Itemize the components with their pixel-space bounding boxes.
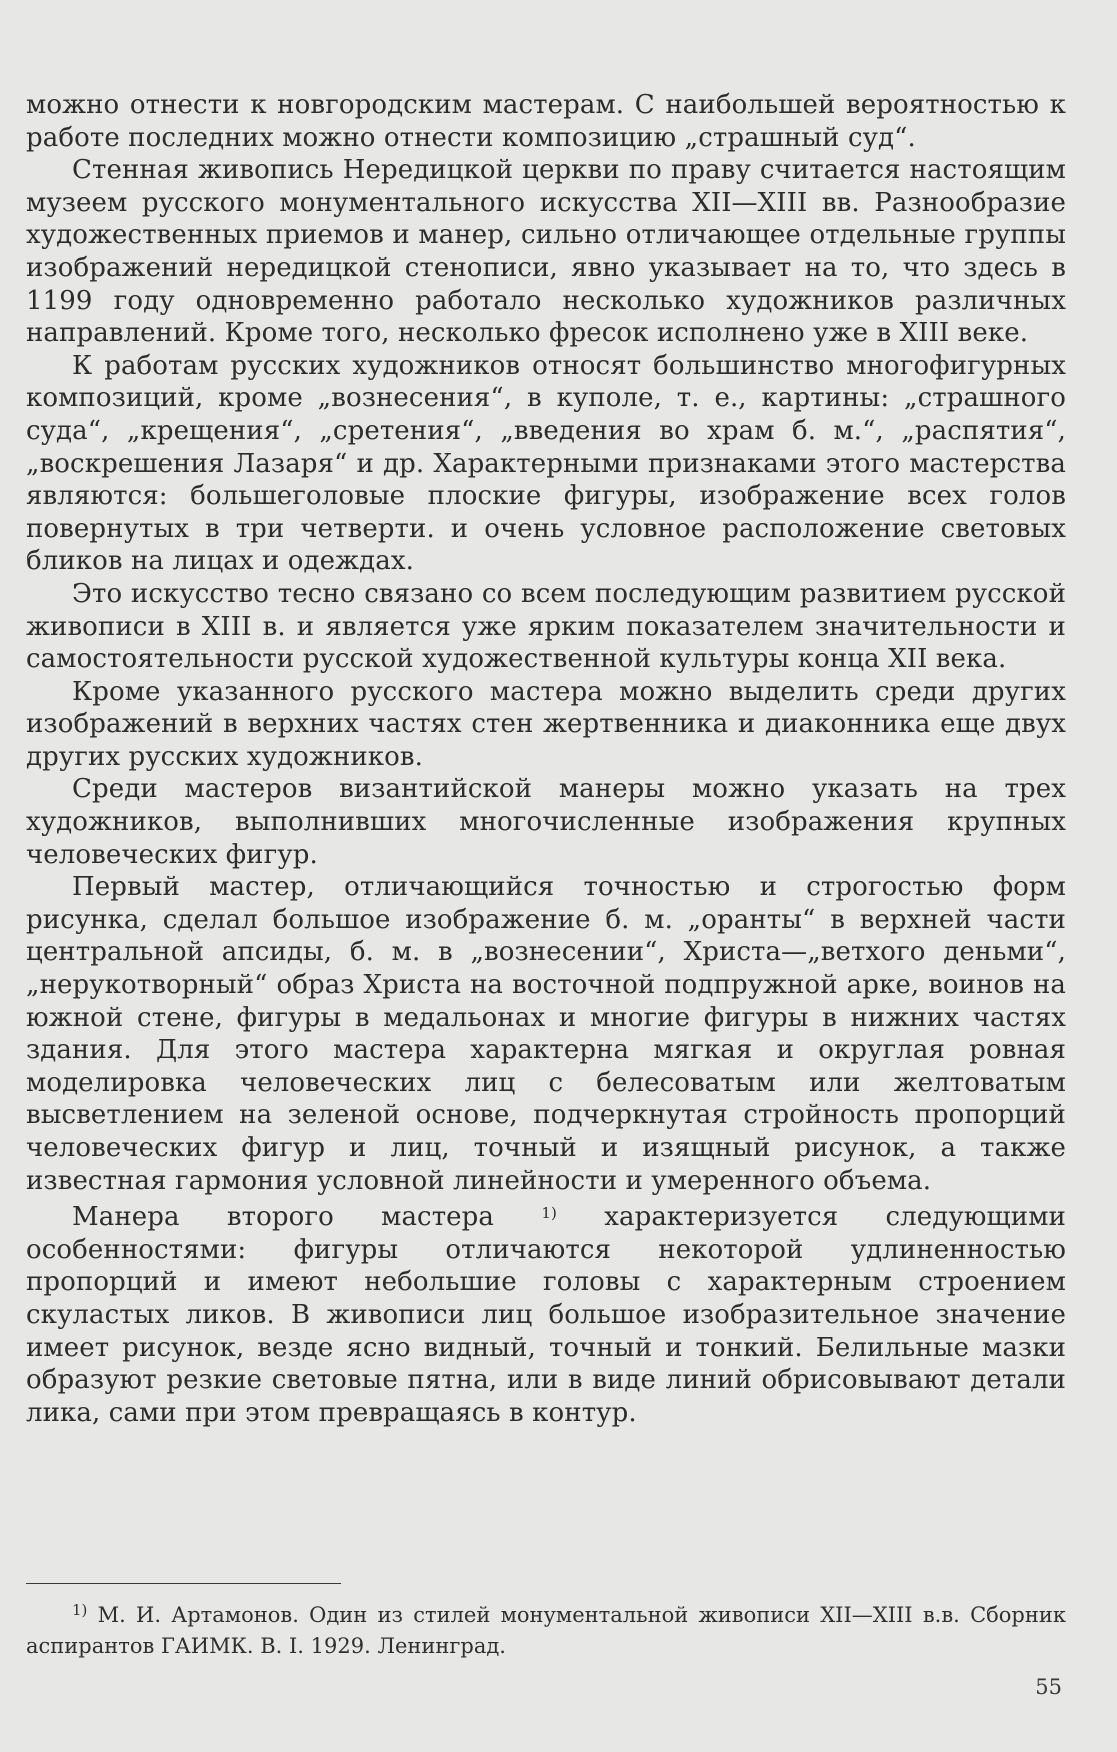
paragraph-nereditsa-murals: Стенная живопись Нередицкой церкви по праву считается настоящим музеем русского монументального искусства XII—XIII вв. Разнообразие художественных приемов и манер, сильно отличающее отдельные группы изображений нередицкой стенописи, явно указывает на то, что здесь в 1199 году одновременно работало несколько художников различных направлений. Кроме того, несколько фресок исполнено уже в XIII веке.: [26, 155, 1066, 349]
paragraph-other-masters: Кроме указанного русского мастера можно выделить среди других изображений в верхних частях стен жертвенника и диаконника еще двух других русских художников.: [26, 676, 1066, 772]
paragraph-first-master: Первый мастер, отличающийся точностью и строгостью форм рисунка, сделал большое изображение б. м. „оранты“ в верхней части центральной апсиды, б. м. в „вознесении“, Христа—„ветхого деньми“, „нерукотворный“ образ Христа на восточной подпружной арке, воинов на южной стене, фигуры в медальонах и многие фигуры в нижних частях здания. Для этого мастера характерна мягкая и округлая ровная моделировка человеческих лиц с белесоватым или желтоватым высветлением на зеленой основе, подчеркнутая стройность пропорций человеческих фигур и лиц, точный и изящный рисунок, а также известная гармония условной линейности и умеренного объема.: [26, 872, 1066, 1196]
footnote-reference: 1): [541, 1204, 557, 1223]
page-number: 55: [1035, 1675, 1062, 1699]
paragraph-russian-artists: К работам русских художников относят большинство многофигурных композиций, кроме „вознесения“, в куполе, т. е., картины: „страшного суда“, „крещения“, „сретения“, „введения во храм б. м.“, „распятия“, „воскрешения Лазаря“ и др. Характерными признаками этого мастерства являются: большеголовые плоские фигуры, изображение всех голов повернутых в три четверти. и очень условное расположение световых бликов на лицах и одеждах.: [26, 350, 1066, 577]
paragraph-second-master: [26, 1197, 1066, 1429]
paragraph-byzantine-masters: Среди мастеров византийской манеры можно указать на трех художников, выполнивших многочисленные изображения крупных человеческих фигур.: [26, 774, 1066, 870]
footnote-divider: [26, 1583, 341, 1584]
paragraph-continuation: можно отнести к новгородским мастерам. С наибольшей вероятностью к работе последних можно отнести композицию „страшный суд“.: [26, 90, 1066, 153]
footnote-text: М. И. Артамонов. Один из стилей монументальной живописи XII—XIII в.в. Сборник аспирантов ГАИМК. В. I. 1929. Ленинград.: [26, 1603, 1066, 1658]
body-text: [26, 89, 1066, 1429]
footnote: [26, 1595, 1066, 1662]
second-master-text-end: характеризуется следующими особенностями: фигуры отличаются некоторой удлиненностью пропорций и имеют небольшие головы с характерным строением скуластых ликов. В живописи лиц большое изобразительное значение имеет рисунок, везде ясно видный, точный и тонкий. Белильные мазки образуют резкие световые пятна, или в виде линий обрисовывают детали лика, сами при этом превращаясь в контур.: [26, 1202, 1066, 1428]
paragraph-art-connection: Это искусство тесно связано со всем последующим развитием русской живописи в XIII в. и является уже ярким показателем значительности и самостоятельности русской художественной культуры конца XII века.: [26, 578, 1066, 675]
footnote-mark: 1): [72, 1601, 88, 1619]
second-master-text-start: Манера второго мастера: [72, 1202, 542, 1233]
